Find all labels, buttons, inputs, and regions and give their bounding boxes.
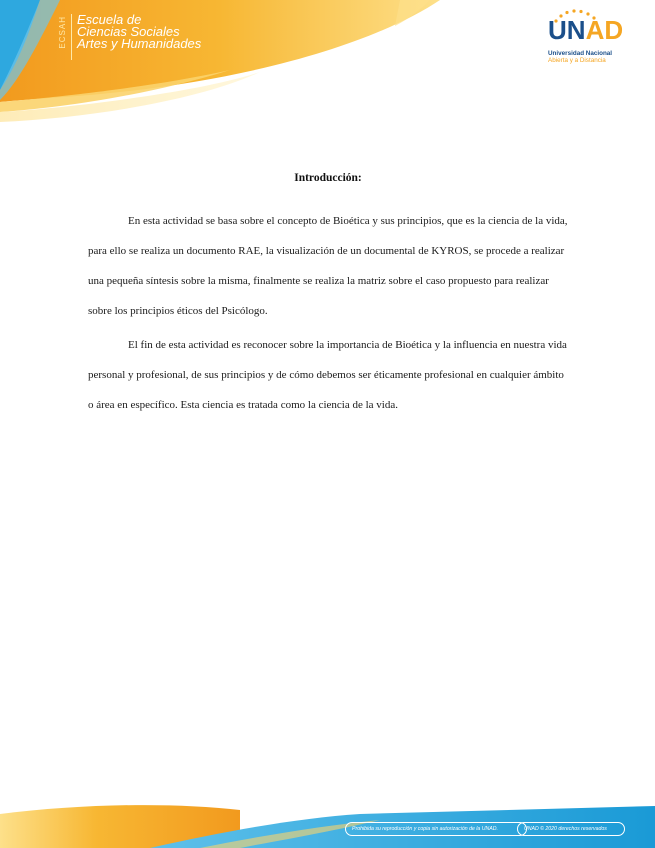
paragraph-1: En esta actividad se basa sobre el concepto de Bioética y sus principios, que es la ciencia de la vida, para ello se realiza un documento RAE, la visualización de un documental de KYROS, se procede a realizar una pequeña síntesis sobre la misma, finalmente se realiza la matriz sobre el caso propuesto para realizar sobre los principios éticos del Psicólogo.: [88, 215, 568, 317]
footer-copyright-notice: Prohibida su reproducción y copia sin autorización de la UNAD.: [345, 822, 527, 836]
unad-logo: [548, 15, 624, 70]
unad-wordmark: UNAD: [548, 15, 624, 45]
unad-subtitle-2: Abierta y a Distancia: [548, 57, 606, 64]
footer-rights: UNAD © 2020 derechos reservados: [517, 822, 625, 836]
school-line-2: Ciencias Sociales: [77, 24, 180, 39]
unad-subtitle-1: Universidad Nacional: [548, 50, 613, 57]
school-line-3: Artes y Humanidades: [77, 36, 202, 51]
paragraph-2: El fin de esta actividad es reconocer sobre la importancia de Bioética y la influencia en nuestra vida personal y profesional, de sus principios y de cómo debemos ser éticamente profesional en cualquier ámbito o área en específico. Esta ciencia es tratada como la ciencia de la vida.: [88, 339, 567, 411]
school-name: [77, 14, 201, 50]
school-line-1: Escuela de: [77, 12, 142, 27]
school-identity: [58, 14, 201, 64]
school-divider: [71, 14, 72, 60]
document-body: [88, 172, 568, 424]
document-title: Introducción:: [294, 172, 362, 184]
ecsah-tag: ECSAH: [58, 16, 67, 49]
